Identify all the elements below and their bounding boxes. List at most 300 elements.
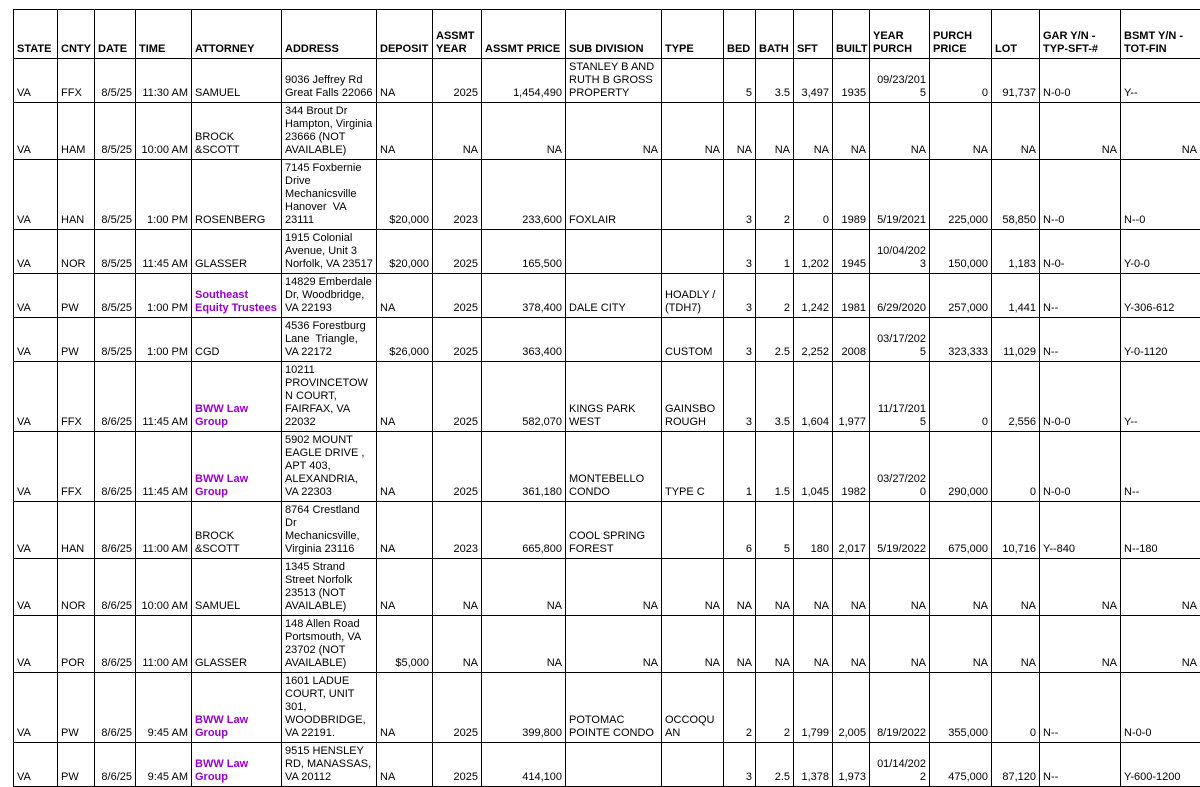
cell-cnty: PW — [58, 274, 95, 318]
cell-deposit: $5,000 — [377, 616, 433, 673]
cell-sub_division: MONTEBELLO CONDO — [566, 432, 662, 502]
cell-address: 14829 Emberdale Dr, Woodbridge, VA 22193 — [282, 274, 377, 318]
table-row — [14, 616, 1200, 673]
cell-bath: 2.5 — [756, 318, 794, 362]
cell-bed: 3 — [724, 318, 756, 362]
cell-year_purch: 11/17/2015 — [870, 362, 930, 432]
cell-assmt_year: 2025 — [433, 432, 482, 502]
cell-deposit: $20,000 — [377, 160, 433, 230]
cell-sub_division — [566, 230, 662, 274]
table-row — [14, 230, 1200, 274]
col-header-address: ADDRESS — [282, 10, 377, 59]
cell-year_purch: 5/19/2021 — [870, 160, 930, 230]
cell-lot: 91,737 — [992, 59, 1040, 103]
cell-assmt_year: 2025 — [433, 59, 482, 103]
cell-gar: N-0-0 — [1040, 432, 1121, 502]
cell-attorney: SAMUEL — [192, 559, 282, 616]
cell-built: NA — [833, 616, 870, 673]
col-header-bath: BATH — [756, 10, 794, 59]
cell-address: 148 Allen Road Portsmouth, VA 23702 (NOT AVAILABLE) — [282, 616, 377, 673]
cell-assmt_price: 233,600 — [482, 160, 566, 230]
cell-year_purch: NA — [870, 559, 930, 616]
cell-assmt_year: 2025 — [433, 362, 482, 432]
cell-type: HOADLY / (TDH7) — [662, 274, 724, 318]
cell-bed: 5 — [724, 59, 756, 103]
cell-purch_price: 0 — [930, 59, 992, 103]
cell-gar: NA — [1040, 616, 1121, 673]
cell-purch_price: 225,000 — [930, 160, 992, 230]
cell-deposit: NA — [377, 274, 433, 318]
cell-built: 1989 — [833, 160, 870, 230]
cell-lot: 0 — [992, 673, 1040, 743]
cell-bath: 1 — [756, 230, 794, 274]
cell-date: 8/5/25 — [95, 59, 136, 103]
cell-built: 2,017 — [833, 502, 870, 559]
cell-address: 8764 Crestland Dr Mechanicsville, Virginia 23116 — [282, 502, 377, 559]
cell-assmt_price: NA — [482, 559, 566, 616]
col-header-assmt-year: ASSMT YEAR — [433, 10, 482, 59]
cell-bsmt: Y-- — [1121, 59, 1200, 103]
attorney-link[interactable]: BWW Law Group — [195, 714, 251, 739]
cell-gar: NA — [1040, 559, 1121, 616]
cell-gar: N-0- — [1040, 230, 1121, 274]
cell-sft: 2,252 — [794, 318, 833, 362]
cell-attorney: GLASSER — [192, 616, 282, 673]
table-row — [14, 103, 1200, 160]
cell-sft: 1,242 — [794, 274, 833, 318]
cell-assmt_price: 378,400 — [482, 274, 566, 318]
cell-sub_division — [566, 318, 662, 362]
cell-state: VA — [14, 274, 58, 318]
cell-gar: Y--840 — [1040, 502, 1121, 559]
col-header-bsmt: BSMT Y/N - TOT-FIN — [1121, 10, 1200, 59]
cell-cnty: POR — [58, 616, 95, 673]
cell-gar: N--0 — [1040, 160, 1121, 230]
cell-assmt_year: NA — [433, 103, 482, 160]
col-header-cnty: CNTY — [58, 10, 95, 59]
cell-cnty: FFX — [58, 432, 95, 502]
table-row — [14, 432, 1200, 502]
cell-address: 344 Brout Dr Hampton, Virginia 23666 (NOT AVAILABLE) — [282, 103, 377, 160]
cell-time: 11:00 AM — [136, 616, 192, 673]
cell-built: NA — [833, 559, 870, 616]
cell-attorney — [192, 673, 282, 743]
cell-gar: NA — [1040, 103, 1121, 160]
cell-date: 8/6/25 — [95, 362, 136, 432]
cell-purch_price: 257,000 — [930, 274, 992, 318]
cell-cnty: HAM — [58, 103, 95, 160]
cell-lot: NA — [992, 103, 1040, 160]
cell-sft: 1,604 — [794, 362, 833, 432]
table-row — [14, 673, 1200, 743]
cell-time: 9:45 AM — [136, 673, 192, 743]
cell-purch_price: 0 — [930, 362, 992, 432]
cell-state: VA — [14, 103, 58, 160]
cell-time: 11:45 AM — [136, 230, 192, 274]
col-header-bed: BED — [724, 10, 756, 59]
cell-time: 11:00 AM — [136, 502, 192, 559]
cell-gar: N-- — [1040, 673, 1121, 743]
cell-purch_price: NA — [930, 559, 992, 616]
cell-state: VA — [14, 318, 58, 362]
table-row — [14, 502, 1200, 559]
cell-purch_price: 323,333 — [930, 318, 992, 362]
cell-state: VA — [14, 362, 58, 432]
cell-purch_price: NA — [930, 103, 992, 160]
cell-cnty: NOR — [58, 230, 95, 274]
cell-lot: 58,850 — [992, 160, 1040, 230]
cell-bath: NA — [756, 559, 794, 616]
cell-state: VA — [14, 59, 58, 103]
cell-bath: 1.5 — [756, 432, 794, 502]
cell-cnty: PW — [58, 743, 95, 787]
cell-built: 1945 — [833, 230, 870, 274]
cell-cnty: PW — [58, 318, 95, 362]
col-header-time: TIME — [136, 10, 192, 59]
cell-bsmt: NA — [1121, 103, 1200, 160]
cell-sft: 3,497 — [794, 59, 833, 103]
cell-attorney: GLASSER — [192, 230, 282, 274]
cell-type: CUSTOM — [662, 318, 724, 362]
cell-assmt_price: 665,800 — [482, 502, 566, 559]
cell-year_purch: 01/14/2022 — [870, 743, 930, 787]
cell-bed: 3 — [724, 160, 756, 230]
cell-type: GAINSBOROUGH — [662, 362, 724, 432]
cell-type — [662, 160, 724, 230]
cell-address: 10211 PROVINCETOWN COURT, FAIRFAX, VA 22032 — [282, 362, 377, 432]
cell-purch_price: 355,000 — [930, 673, 992, 743]
cell-bsmt: Y-- — [1121, 362, 1200, 432]
cell-assmt_year: 2025 — [433, 230, 482, 274]
cell-date: 8/6/25 — [95, 673, 136, 743]
cell-type — [662, 59, 724, 103]
cell-assmt_year: NA — [433, 616, 482, 673]
cell-address: 4536 Forestburg Lane Triangle, VA 22172 — [282, 318, 377, 362]
cell-attorney: BROCK &SCOTT — [192, 103, 282, 160]
table-row — [14, 318, 1200, 362]
cell-deposit: NA — [377, 743, 433, 787]
cell-built: 1,977 — [833, 362, 870, 432]
cell-bed: 1 — [724, 432, 756, 502]
cell-address: 1915 Colonial Avenue, Unit 3 Norfolk, VA 23517 — [282, 230, 377, 274]
cell-year_purch: 6/29/2020 — [870, 274, 930, 318]
cell-type: NA — [662, 103, 724, 160]
cell-date: 8/5/25 — [95, 274, 136, 318]
cell-gar: N-- — [1040, 743, 1121, 787]
col-header-sub-division: SUB DIVISION — [566, 10, 662, 59]
cell-cnty: NOR — [58, 559, 95, 616]
cell-bed: 3 — [724, 743, 756, 787]
table-row — [14, 160, 1200, 230]
cell-time: 10:00 AM — [136, 103, 192, 160]
cell-year_purch: NA — [870, 103, 930, 160]
cell-bsmt: NA — [1121, 559, 1200, 616]
cell-time: 11:30 AM — [136, 59, 192, 103]
cell-gar: N-0-0 — [1040, 362, 1121, 432]
cell-time: 11:45 AM — [136, 432, 192, 502]
cell-sft: NA — [794, 616, 833, 673]
cell-built: 1981 — [833, 274, 870, 318]
cell-attorney: SAMUEL — [192, 59, 282, 103]
cell-sft: NA — [794, 559, 833, 616]
cell-bath: 3.5 — [756, 59, 794, 103]
cell-gar: N-- — [1040, 318, 1121, 362]
cell-assmt_price: NA — [482, 616, 566, 673]
cell-bath: 2.5 — [756, 743, 794, 787]
cell-deposit: NA — [377, 502, 433, 559]
cell-year_purch: 03/27/2020 — [870, 432, 930, 502]
cell-sub_division: FOXLAIR — [566, 160, 662, 230]
cell-deposit: $20,000 — [377, 230, 433, 274]
cell-state: VA — [14, 230, 58, 274]
cell-date: 8/6/25 — [95, 743, 136, 787]
cell-assmt_year: 2025 — [433, 274, 482, 318]
cell-assmt_price: 361,180 — [482, 432, 566, 502]
cell-type: NA — [662, 616, 724, 673]
cell-date: 8/6/25 — [95, 559, 136, 616]
cell-type: NA — [662, 559, 724, 616]
cell-assmt_price: 414,100 — [482, 743, 566, 787]
col-header-date: DATE — [95, 10, 136, 59]
cell-year_purch: 8/19/2022 — [870, 673, 930, 743]
cell-purch_price: 675,000 — [930, 502, 992, 559]
cell-sft: 0 — [794, 160, 833, 230]
cell-assmt_year: 2025 — [433, 318, 482, 362]
cell-bed: 2 — [724, 673, 756, 743]
cell-deposit: $26,000 — [377, 318, 433, 362]
col-header-assmt-price: ASSMT PRICE — [482, 10, 566, 59]
cell-attorney — [192, 362, 282, 432]
cell-state: VA — [14, 673, 58, 743]
cell-assmt_year: 2023 — [433, 160, 482, 230]
cell-cnty: FFX — [58, 362, 95, 432]
cell-sub_division: NA — [566, 559, 662, 616]
cell-bath: 3.5 — [756, 362, 794, 432]
cell-bsmt: N--0 — [1121, 160, 1200, 230]
cell-date: 8/6/25 — [95, 616, 136, 673]
cell-bath: NA — [756, 103, 794, 160]
cell-deposit: NA — [377, 559, 433, 616]
cell-sub_division: DALE CITY — [566, 274, 662, 318]
cell-address: 1601 LADUE COURT, UNIT 301, WOODBRIDGE, VA 22191. — [282, 673, 377, 743]
cell-cnty: FFX — [58, 59, 95, 103]
col-header-year-purch: YEAR PURCH — [870, 10, 930, 59]
table-row — [14, 743, 1200, 787]
cell-date: 8/5/25 — [95, 230, 136, 274]
cell-purch_price: NA — [930, 616, 992, 673]
cell-bsmt: Y-600-1200 — [1121, 743, 1200, 787]
cell-assmt_price: 1,454,490 — [482, 59, 566, 103]
cell-attorney — [192, 432, 282, 502]
col-header-type: TYPE — [662, 10, 724, 59]
cell-time: 1:00 PM — [136, 274, 192, 318]
cell-sub_division: STANLEY B AND RUTH B GROSS PROPERTY — [566, 59, 662, 103]
cell-state: VA — [14, 502, 58, 559]
cell-attorney: BROCK &SCOTT — [192, 502, 282, 559]
cell-sft: 1,799 — [794, 673, 833, 743]
table-row — [14, 559, 1200, 616]
cell-cnty: PW — [58, 673, 95, 743]
table-row — [14, 59, 1200, 103]
cell-time: 1:00 PM — [136, 318, 192, 362]
attorney-link[interactable]: Southeast Equity Trustees — [195, 289, 277, 314]
cell-bsmt: N-- — [1121, 432, 1200, 502]
cell-lot: NA — [992, 616, 1040, 673]
cell-bsmt: Y-0-0 — [1121, 230, 1200, 274]
cell-sft: 1,202 — [794, 230, 833, 274]
cell-deposit: NA — [377, 59, 433, 103]
cell-sub_division: KINGS PARK WEST — [566, 362, 662, 432]
cell-time: 10:00 AM — [136, 559, 192, 616]
cell-type — [662, 230, 724, 274]
cell-lot: 10,716 — [992, 502, 1040, 559]
cell-lot: 1,441 — [992, 274, 1040, 318]
col-header-sft: SFT — [794, 10, 833, 59]
cell-lot: 11,029 — [992, 318, 1040, 362]
cell-year_purch: 03/17/2025 — [870, 318, 930, 362]
cell-address: 9515 HENSLEY RD, MANASSAS, VA 20112 — [282, 743, 377, 787]
cell-date: 8/5/25 — [95, 160, 136, 230]
cell-state: VA — [14, 743, 58, 787]
col-header-attorney: ATTORNEY — [192, 10, 282, 59]
cell-attorney: CGD — [192, 318, 282, 362]
cell-address: 7145 Foxbernie Drive Mechanicsville Hanover VA 23111 — [282, 160, 377, 230]
col-header-lot: LOT — [992, 10, 1040, 59]
cell-bed: 3 — [724, 274, 756, 318]
cell-assmt_year: NA — [433, 559, 482, 616]
cell-cnty: HAN — [58, 160, 95, 230]
cell-bath: 2 — [756, 673, 794, 743]
col-header-state: STATE — [14, 10, 58, 59]
cell-lot: 0 — [992, 432, 1040, 502]
cell-bath: 2 — [756, 160, 794, 230]
cell-bed: NA — [724, 616, 756, 673]
cell-bed: 3 — [724, 362, 756, 432]
cell-built: 2,005 — [833, 673, 870, 743]
cell-year_purch: 09/23/2015 — [870, 59, 930, 103]
cell-state: VA — [14, 432, 58, 502]
cell-address: 9036 Jeffrey Rd Great Falls 22066 — [282, 59, 377, 103]
cell-sub_division: POTOMAC POINTE CONDO — [566, 673, 662, 743]
cell-type — [662, 502, 724, 559]
cell-built: 1,973 — [833, 743, 870, 787]
table-body — [14, 59, 1200, 787]
attorney-link[interactable]: BWW Law Group — [195, 473, 251, 498]
cell-cnty: HAN — [58, 502, 95, 559]
cell-bsmt: N--180 — [1121, 502, 1200, 559]
attorney-link[interactable]: BWW Law Group — [195, 758, 251, 783]
col-header-deposit: DEPOSIT — [377, 10, 433, 59]
cell-assmt_price: 165,500 — [482, 230, 566, 274]
cell-time: 9:45 AM — [136, 743, 192, 787]
cell-built: 1982 — [833, 432, 870, 502]
cell-sft: NA — [794, 103, 833, 160]
header-row — [14, 10, 1200, 59]
col-header-built: BUILT — [833, 10, 870, 59]
cell-date: 8/6/25 — [95, 502, 136, 559]
cell-assmt_price: 363,400 — [482, 318, 566, 362]
cell-assmt_price: NA — [482, 103, 566, 160]
cell-sub_division — [566, 743, 662, 787]
cell-sub_division: NA — [566, 103, 662, 160]
cell-date: 8/5/25 — [95, 318, 136, 362]
cell-assmt_year: 2025 — [433, 743, 482, 787]
cell-sft: 1,378 — [794, 743, 833, 787]
cell-built: NA — [833, 103, 870, 160]
table-row — [14, 362, 1200, 432]
cell-gar: N-0-0 — [1040, 59, 1121, 103]
cell-date: 8/5/25 — [95, 103, 136, 160]
cell-assmt_price: 582,070 — [482, 362, 566, 432]
cell-type: OCCOQUAN — [662, 673, 724, 743]
cell-type: TYPE C — [662, 432, 724, 502]
cell-purch_price: 150,000 — [930, 230, 992, 274]
cell-bath: 5 — [756, 502, 794, 559]
cell-lot: 1,183 — [992, 230, 1040, 274]
cell-address: 1345 Strand Street Norfolk 23513 (NOT AVAILABLE) — [282, 559, 377, 616]
cell-address: 5902 MOUNT EAGLE DRIVE , APT 403, ALEXANDRIA, VA 22303 — [282, 432, 377, 502]
table-header — [14, 10, 1200, 59]
cell-deposit: NA — [377, 362, 433, 432]
cell-purch_price: 475,000 — [930, 743, 992, 787]
cell-bed: 3 — [724, 230, 756, 274]
col-header-gar: GAR Y/N - TYP-SFT-# — [1040, 10, 1121, 59]
cell-bsmt: Y-0-1120 — [1121, 318, 1200, 362]
cell-time: 1:00 PM — [136, 160, 192, 230]
cell-date: 8/6/25 — [95, 432, 136, 502]
cell-deposit: NA — [377, 673, 433, 743]
cell-built: 1935 — [833, 59, 870, 103]
cell-deposit: NA — [377, 103, 433, 160]
cell-year_purch: 10/04/2023 — [870, 230, 930, 274]
cell-lot: 87,120 — [992, 743, 1040, 787]
cell-lot: 2,556 — [992, 362, 1040, 432]
cell-sft: 180 — [794, 502, 833, 559]
cell-year_purch: NA — [870, 616, 930, 673]
cell-year_purch: 5/19/2022 — [870, 502, 930, 559]
cell-attorney: ROSENBERG — [192, 160, 282, 230]
table-row — [14, 274, 1200, 318]
cell-bsmt: N-0-0 — [1121, 673, 1200, 743]
foreclosure-auction-table — [13, 9, 1200, 787]
cell-built: 2008 — [833, 318, 870, 362]
cell-sub_division: NA — [566, 616, 662, 673]
cell-time: 11:45 AM — [136, 362, 192, 432]
cell-bath: NA — [756, 616, 794, 673]
cell-purch_price: 290,000 — [930, 432, 992, 502]
cell-state: VA — [14, 559, 58, 616]
cell-state: VA — [14, 160, 58, 230]
cell-bsmt: Y-306-612 — [1121, 274, 1200, 318]
cell-type — [662, 743, 724, 787]
cell-bed: 6 — [724, 502, 756, 559]
cell-assmt_price: 399,800 — [482, 673, 566, 743]
cell-sft: 1,045 — [794, 432, 833, 502]
cell-lot: NA — [992, 559, 1040, 616]
cell-attorney — [192, 274, 282, 318]
col-header-purch-price: PURCH PRICE — [930, 10, 992, 59]
cell-deposit: NA — [377, 432, 433, 502]
cell-sub_division: COOL SPRING FOREST — [566, 502, 662, 559]
cell-bath: 2 — [756, 274, 794, 318]
cell-bed: NA — [724, 103, 756, 160]
attorney-link[interactable]: BWW Law Group — [195, 403, 251, 428]
cell-assmt_year: 2023 — [433, 502, 482, 559]
cell-bsmt: NA — [1121, 616, 1200, 673]
cell-gar: N-- — [1040, 274, 1121, 318]
cell-state: VA — [14, 616, 58, 673]
cell-attorney — [192, 743, 282, 787]
